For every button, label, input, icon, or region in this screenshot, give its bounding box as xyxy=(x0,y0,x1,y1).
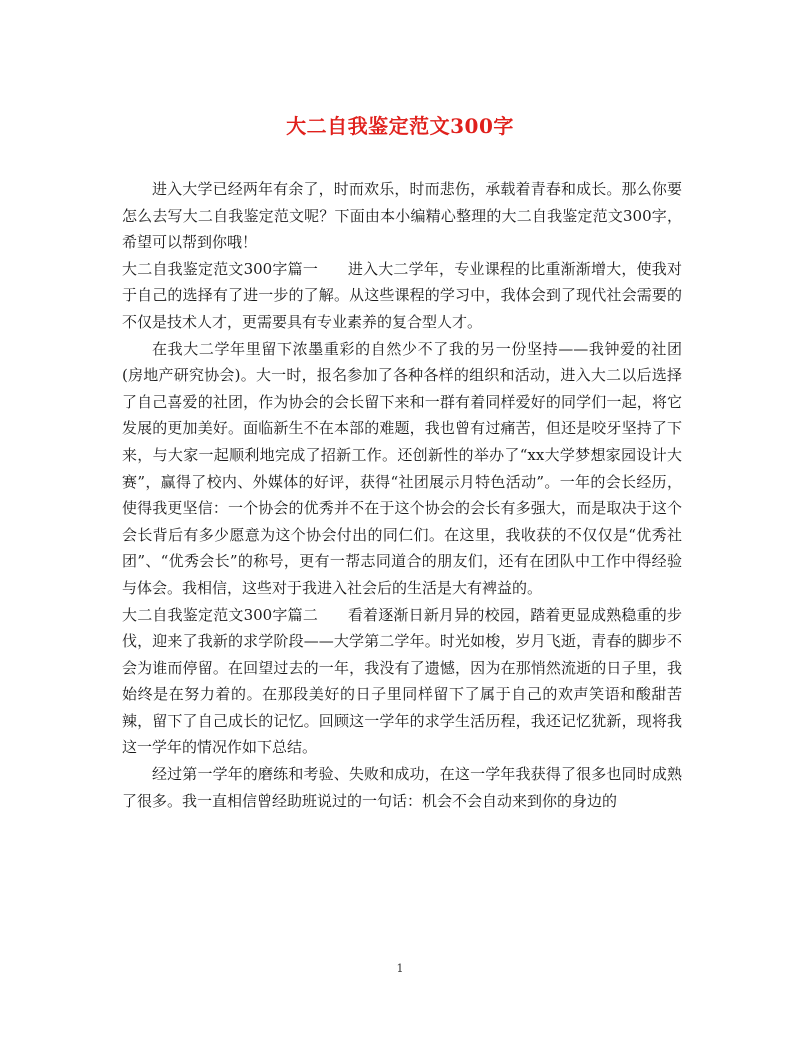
section-one-label: 大二自我鉴定范文300字篇一 xyxy=(122,259,319,278)
section-one-text: 进入大二学年，专业课程的比重渐渐增大，使我对于自己的选择有了进一步的了解。从这些课程的学习中，我体会到了现代社会需要的不仅是技术人才，更需要具有专业素养的复合型人才。 xyxy=(122,259,682,331)
experience-paragraph: 经过第一学年的磨练和考验、失败和成功，在这一学年我获得了很多也同时成熟了很多。我一直相信曾经助班说过的一句话：机会不会自动来到你的身边的 xyxy=(122,765,682,810)
intro-paragraph: 进入大学已经两年有余了，时而欢乐，时而悲伤，承载着青春和成长。那么你要怎么去写大二自我鉴定范文呢？下面由本小编精心整理的大二自我鉴定范文300字，希望可以帮到你哦！ xyxy=(122,180,682,252)
document-title: 大二自我鉴定范文300字 xyxy=(286,114,514,138)
section-two-text: 看着逐渐日新月异的校园，踏着更显成熟稳重的步伐，迎来了我新的求学阶段——大学第二学年。时光如梭，岁月飞逝，青春的脚步不会为谁而停留。在回望过去的一年，我没有了遗憾，因为在那悄然流逝的日子里，我始终是在努力着的。在那段美好的日子里同样留下了属于自己的欢声笑语和酸甜苦辣，留下了自己成长的记忆。回顾这一学年的求学生活历程，我还记忆犹新，现将我这一学年的情况作如下总结。 xyxy=(122,605,682,757)
document-body xyxy=(122,176,682,814)
section-one-paragraph xyxy=(122,256,682,336)
section-two-paragraph xyxy=(122,602,682,762)
page-number: 1 xyxy=(396,962,404,975)
club-paragraph: 在我大二学年里留下浓墨重彩的自然少不了我的另一份坚持——我钟爱的社团(房地产研究协会)。大一时，报名参加了各种各样的组织和活动，进入大二以后选择了自己喜爱的社团，作为协会的会长留下来和一群有着同样爱好的同学们一起，将它发展的更加美好。面临新生不在本部的难题，我也曾有过痛苦，但还是咬牙坚持了下来，与大家一起顺利地完成了招新工作。还创新性的举办了“xx大学梦想家园设计大赛”，赢得了校内、外媒体的好评，获得“社团展示月特色活动”。一年的会长经历，使得我更坚信：一个协会的优秀并不在于这个协会的会长有多强大，而是取决于这个会长背后有多少愿意为这个协会付出的同仁们。在这里，我收获的不仅仅是“优秀社团”、“优秀会长”的称号，更有一帮志同道合的朋友们，还有在团队中工作中得经验与体会。我相信，这些对于我进入社会后的生活是大有裨益的。 xyxy=(122,339,682,597)
section-two-label: 大二自我鉴定范文300字篇二 xyxy=(122,605,319,624)
